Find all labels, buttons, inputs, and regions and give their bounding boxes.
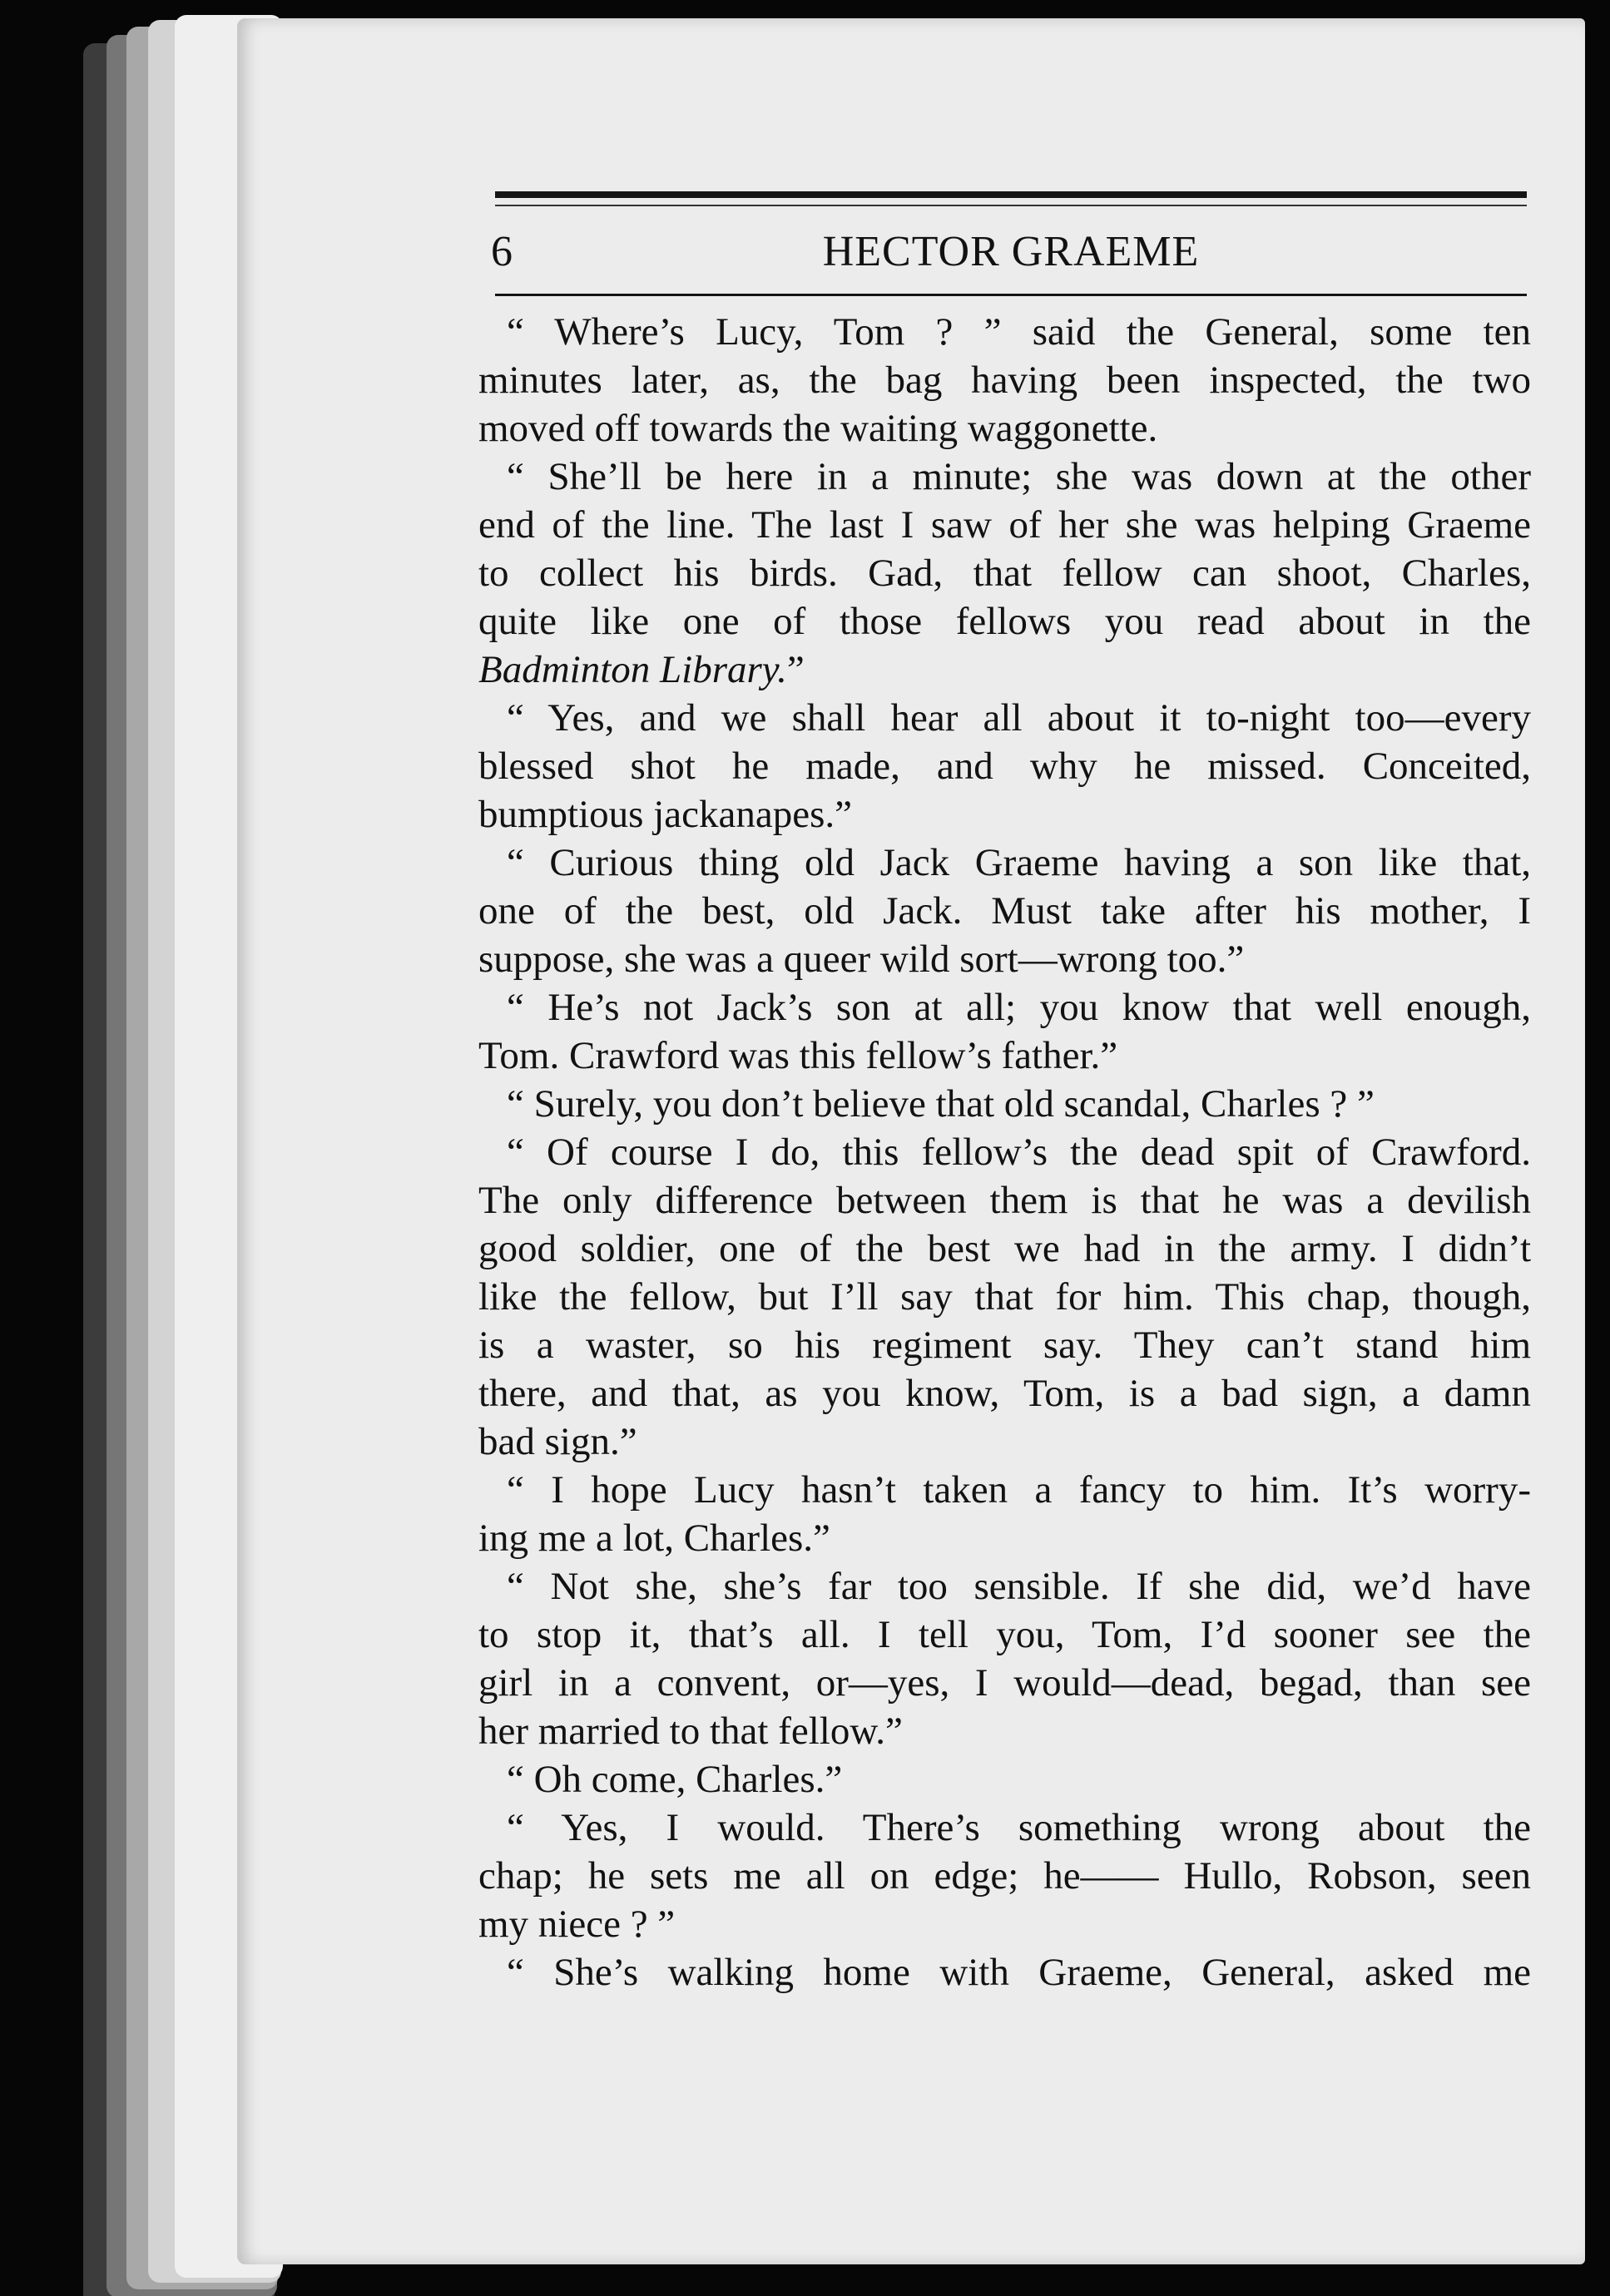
- text-line: end of the line. The last I saw of her she was helping Graeme: [478, 503, 1531, 547]
- text-line: “ Oh come, Charles.”: [507, 1758, 843, 1801]
- text-line: minutes later, as, the bag having been inspected, the two: [478, 359, 1531, 402]
- text-line: “ He’s not Jack’s son at all; you know that well enough,: [507, 986, 1531, 1029]
- text-line: “ She’s walking home with Graeme, General, asked me: [507, 1951, 1531, 1994]
- text-line: bad sign.”: [478, 1420, 637, 1463]
- text-line: girl in a convent, or—yes, I would—dead, begad, than see: [478, 1661, 1531, 1705]
- text-line: The only difference between them is that he was a devilish: [478, 1179, 1531, 1222]
- page-number: 6: [491, 228, 513, 275]
- book-title: HECTOR GRAEME: [822, 228, 1200, 275]
- header-rule-top-thin: [495, 205, 1527, 206]
- text-line: “ Where’s Lucy, Tom ? ” said the General, some ten: [507, 310, 1531, 354]
- text-line: my niece ? ”: [478, 1903, 676, 1946]
- text-line: to stop it, that’s all. I tell you, Tom, I’d sooner see the: [478, 1613, 1531, 1656]
- text-line: moved off towards the waiting waggonette.: [478, 407, 1158, 450]
- text-line: bumptious jackanapes.”: [478, 793, 852, 836]
- text-line: “ Curious thing old Jack Graeme having a son like that,: [507, 841, 1531, 884]
- text-line: her married to that fellow.”: [478, 1710, 903, 1753]
- header-rule-top: [495, 191, 1527, 198]
- text-line: blessed shot he made, and why he missed. Conceited,: [478, 745, 1531, 788]
- header-rule-bottom: [495, 294, 1527, 296]
- text-line: Badminton Library.”: [478, 648, 805, 691]
- text-line: “ She’ll be here in a minute; she was down at the other: [507, 455, 1531, 498]
- text-line: “ Yes, and we shall hear all about it to-night too—every: [507, 696, 1531, 740]
- text-line: “ Of course I do, this fellow’s the dead spit of Crawford.: [507, 1131, 1531, 1174]
- text-line: to collect his birds. Gad, that fellow can shoot, Charles,: [478, 552, 1531, 595]
- text-line: one of the best, old Jack. Must take after his mother, I: [478, 889, 1531, 933]
- text-line: Tom. Crawford was this fellow’s father.”: [478, 1034, 1118, 1077]
- italic-title: Badminton Library.: [478, 648, 787, 691]
- text-line: like the fellow, but I’ll say that for him. This chap, though,: [478, 1275, 1531, 1319]
- text-line: ing me a lot, Charles.”: [478, 1517, 830, 1560]
- text-line: chap; he sets me all on edge; he—— Hullo, Robson, seen: [478, 1854, 1531, 1898]
- text-line: “ I hope Lucy hasn’t taken a fancy to him. It’s worry-: [507, 1468, 1531, 1512]
- body-text: [478, 308, 1531, 1997]
- running-head: [491, 223, 1531, 281]
- text-line: “ Yes, I would. There’s something wrong about the: [507, 1806, 1531, 1849]
- text-line: quite like one of those fellows you read about in the: [478, 600, 1531, 643]
- text-line: “ Not she, she’s far too sensible. If she did, we’d have: [507, 1565, 1531, 1608]
- text-line: “ Surely, you don’t believe that old scandal, Charles ? ”: [507, 1082, 1375, 1126]
- text-line: there, and that, as you know, Tom, is a bad sign, a damn: [478, 1372, 1531, 1415]
- text-line: good soldier, one of the best we had in the army. I didn’t: [478, 1227, 1531, 1270]
- text-line: is a waster, so his regiment say. They can’t stand him: [478, 1324, 1531, 1367]
- text-line: suppose, she was a queer wild sort—wrong too.”: [478, 938, 1245, 981]
